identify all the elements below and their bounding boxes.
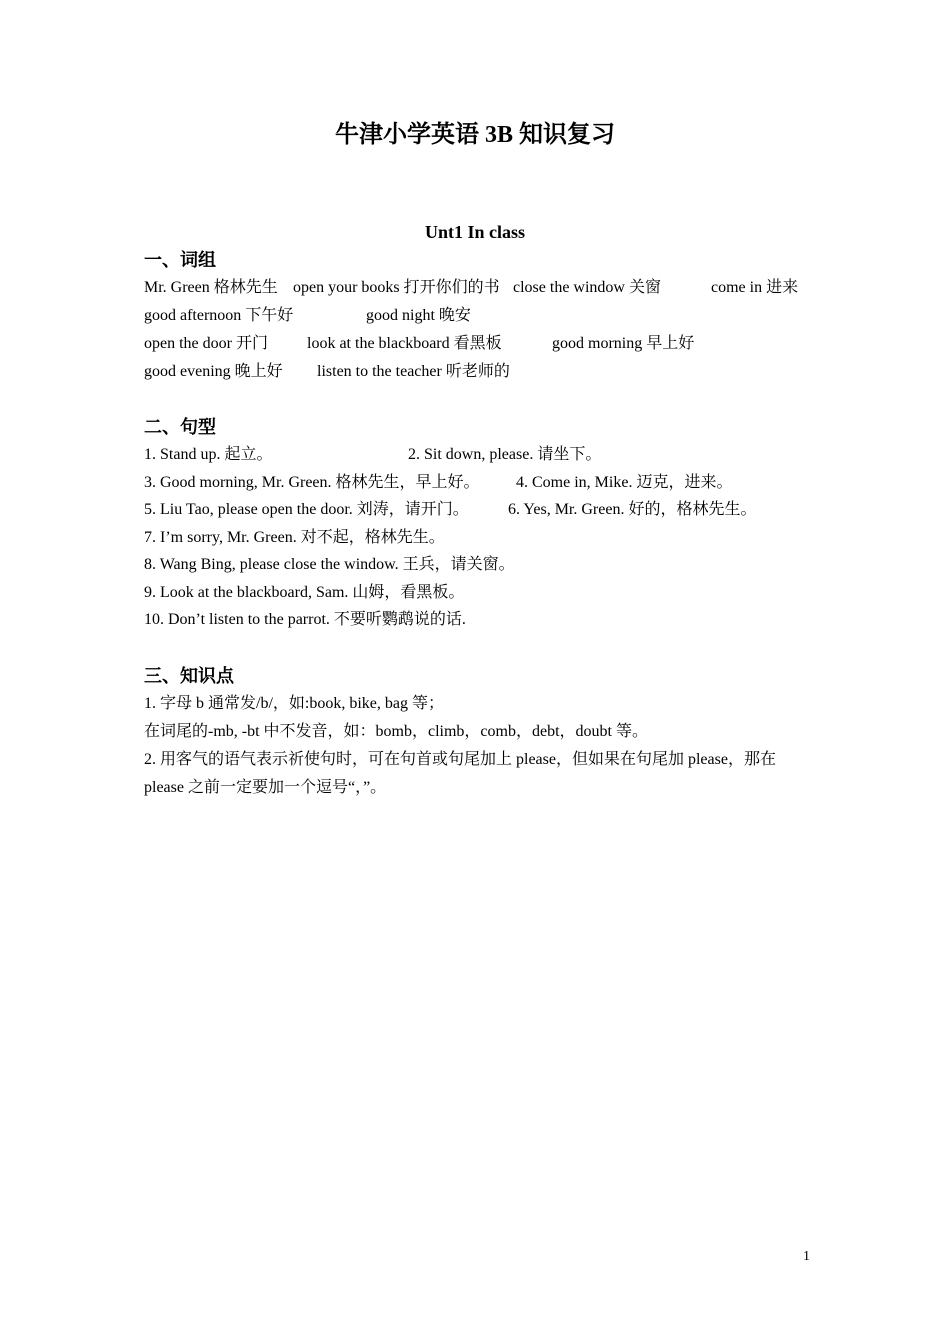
sentence-item: 8. Wang Bing, please close the window. 王兵，请关窗。 (144, 556, 515, 573)
sentence-item: 3. Good morning, Mr. Green. 格林先生，早上好。 (144, 474, 480, 491)
phrase-item: open your books 打开你们的书 (293, 279, 500, 296)
phrase-item: good night 晚安 (366, 307, 471, 324)
phrase-item: good afternoon 下午好 (144, 307, 294, 324)
phrase-item: look at the blackboard 看黑板 (307, 335, 502, 352)
sentence-item: 5. Liu Tao, please open the door. 刘涛，请开门。 (144, 501, 469, 518)
sentence-item: 9. Look at the blackboard, Sam. 山姆，看黑板。 (144, 584, 465, 601)
phrase-item: good morning 早上好 (552, 335, 695, 352)
phrase-item: close the window 关窗 (513, 279, 661, 296)
phrase-item: good evening 晚上好 (144, 363, 283, 380)
section-heading-phrases: 一、词组 (144, 250, 216, 270)
sentence-item: 2. Sit down, please. 请坐下。 (408, 446, 602, 463)
knowledge-line: please 之前一定要加一个逗号“，”。 (144, 779, 387, 796)
knowledge-line: 在词尾的-mb, -bt 中不发音，如：bomb，climb，comb，debt，doubt 等。 (144, 723, 648, 740)
sentence-item: 4. Come in, Mike. 迈克，进来。 (516, 474, 733, 491)
section-heading-sentences: 二、句型 (144, 417, 216, 437)
phrase-item: listen to the teacher 听老师的 (317, 363, 510, 380)
sentence-item: 6. Yes, Mr. Green. 好的，格林先生。 (508, 501, 757, 518)
sentence-item: 1. Stand up. 起立。 (144, 446, 273, 463)
phrase-item: Mr. Green 格林先生 (144, 279, 278, 296)
phrase-item: come in 进来 (711, 279, 799, 296)
knowledge-line: 1. 字母 b 通常发/b/，如:book, bike, bag 等； (144, 695, 444, 712)
unit-title: Unt1 In class (424, 222, 526, 242)
phrase-item: open the door 开门 (144, 335, 268, 352)
sentence-item: 10. Don’t listen to the parrot. 不要听鹦鹉说的话. (144, 611, 466, 628)
page-number: 1 (803, 1249, 810, 1264)
section-heading-knowledge: 三、知识点 (144, 666, 234, 686)
document-title: 牛津小学英语 3B 知识复习 (334, 122, 615, 148)
sentence-item: 7. I’m sorry, Mr. Green. 对不起，格林先生。 (144, 529, 445, 546)
knowledge-line: 2. 用客气的语气表示祈使句时，可在句首或句尾加上 please，但如果在句尾加 please，那在 (144, 751, 776, 768)
